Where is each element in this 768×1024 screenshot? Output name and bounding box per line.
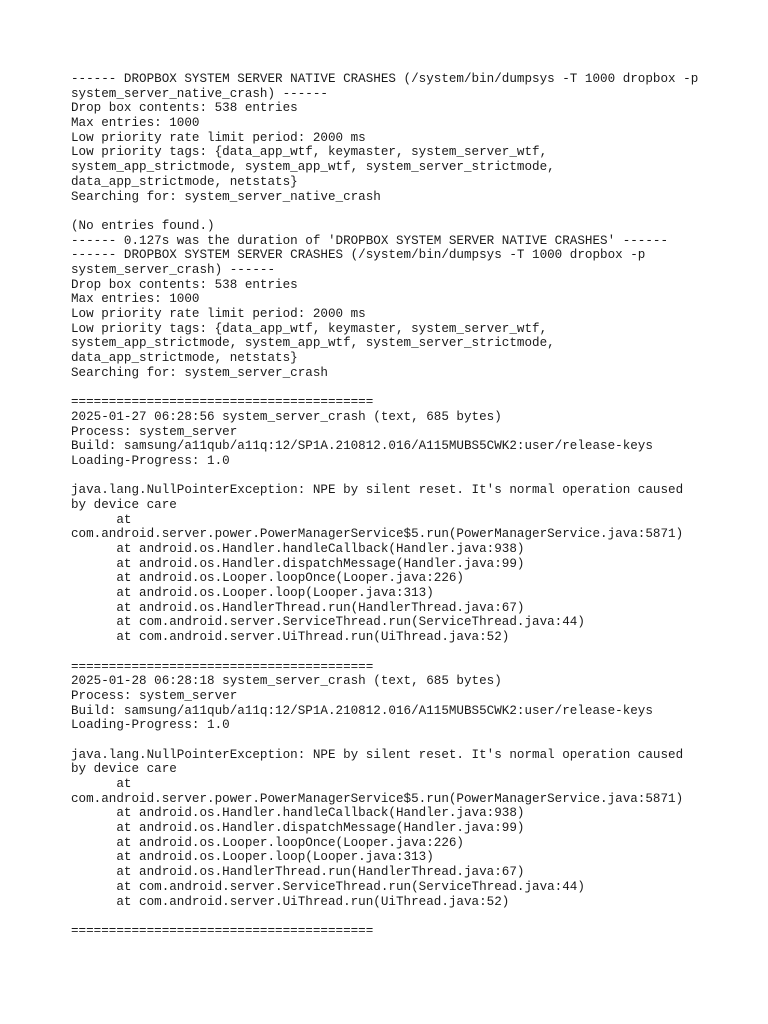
log-line: by device care xyxy=(71,497,177,512)
log-line: Low priority rate limit period: 2000 ms xyxy=(71,307,366,321)
log-line: 2025-01-28 06:28:18 system_server_crash (text, 685 bytes) xyxy=(71,674,502,689)
log-line: ------ DROPBOX SYSTEM SERVER NATIVE CRASHES (/system/bin/dumpsys -T 1000 dropbox -p xyxy=(71,72,699,86)
log-line: at android.os.HandlerThread.run(HandlerThread.java:67) xyxy=(71,600,525,615)
log-line: at android.os.HandlerThread.run(HandlerThread.java:67) xyxy=(71,865,525,880)
log-line: at android.os.Handler.handleCallback(Handler.java:938) xyxy=(71,806,525,821)
log-line: ======================================== xyxy=(71,923,374,938)
log-line: by device care xyxy=(71,762,177,777)
log-line: Low priority tags: {data_app_wtf, keymaster, system_server_wtf, xyxy=(71,145,548,160)
log-line xyxy=(71,733,711,748)
log-line: at android.os.Looper.loopOnce(Looper.java:226) xyxy=(71,835,464,850)
log-line: Low priority rate limit period: 2000 ms xyxy=(71,130,366,145)
log-document xyxy=(71,72,711,939)
log-line xyxy=(71,380,711,395)
log-line: Searching for: system_server_crash xyxy=(71,365,328,380)
log-line: (No entries found.) xyxy=(71,218,215,233)
log-line: ======================================== xyxy=(71,395,374,410)
log-line: at android.os.Looper.loopOnce(Looper.java:226) xyxy=(71,571,464,586)
log-line: java.lang.NullPointerException: NPE by silent reset. It's normal operation caused xyxy=(71,483,684,498)
log-line: Build: samsung/a11qub/a11q:12/SP1A.210812.016/A115MUBS5CWK2:user/release-keys xyxy=(71,439,653,454)
log-line: data_app_strictmode, netstats} xyxy=(71,174,298,189)
log-line: Process: system_server xyxy=(71,688,238,703)
log-line: ======================================== xyxy=(71,659,374,674)
log-line xyxy=(71,909,711,924)
log-line: at com.android.server.UiThread.run(UiThread.java:52) xyxy=(71,630,510,645)
log-line: Loading-Progress: 1.0 xyxy=(71,453,230,468)
log-line: Searching for: system_server_native_crash xyxy=(71,189,381,204)
log-line: com.android.server.power.PowerManagerService$5.run(PowerManagerService.java:5871) xyxy=(71,791,684,806)
log-line: 2025-01-27 06:28:56 system_server_crash (text, 685 bytes) xyxy=(71,409,502,424)
log-line: system_app_strictmode, system_app_wtf, system_server_strictmode, xyxy=(71,336,555,351)
log-line: Max entries: 1000 xyxy=(71,116,200,131)
log-line: at xyxy=(71,777,132,791)
log-line: java.lang.NullPointerException: NPE by silent reset. It's normal operation caused xyxy=(71,747,684,762)
log-line: Build: samsung/a11qub/a11q:12/SP1A.210812.016/A115MUBS5CWK2:user/release-keys xyxy=(71,703,653,718)
log-line: at com.android.server.UiThread.run(UiThread.java:52) xyxy=(71,894,510,909)
log-line: at android.os.Handler.dispatchMessage(Handler.java:99) xyxy=(71,821,525,836)
log-line: at android.os.Handler.handleCallback(Handler.java:938) xyxy=(71,542,525,556)
log-line: data_app_strictmode, netstats} xyxy=(71,351,298,366)
log-line: at android.os.Looper.loop(Looper.java:313) xyxy=(71,586,434,601)
log-line xyxy=(71,645,711,660)
log-line: at android.os.Handler.dispatchMessage(Handler.java:99) xyxy=(71,556,525,571)
log-line: Process: system_server xyxy=(71,424,238,439)
log-line xyxy=(71,469,711,484)
log-line: system_app_strictmode, system_app_wtf, system_server_strictmode, xyxy=(71,160,555,175)
log-line: at android.os.Looper.loop(Looper.java:313) xyxy=(71,850,434,865)
log-line: ------ DROPBOX SYSTEM SERVER CRASHES (/system/bin/dumpsys -T 1000 dropbox -p xyxy=(71,248,646,263)
log-line: Drop box contents: 538 entries xyxy=(71,101,298,116)
log-line: ------ 0.127s was the duration of 'DROPBOX SYSTEM SERVER NATIVE CRASHES' ------ xyxy=(71,233,669,248)
log-line: Max entries: 1000 xyxy=(71,292,200,307)
log-line xyxy=(71,204,711,219)
log-line: Loading-Progress: 1.0 xyxy=(71,718,230,733)
log-line: at com.android.server.ServiceThread.run(ServiceThread.java:44) xyxy=(71,879,585,894)
log-line: at xyxy=(71,512,132,527)
log-line: system_server_native_crash) ------ xyxy=(71,86,328,101)
log-line: system_server_crash) ------ xyxy=(71,262,276,277)
log-line: Drop box contents: 538 entries xyxy=(71,277,298,292)
log-line: Low priority tags: {data_app_wtf, keymaster, system_server_wtf, xyxy=(71,321,548,336)
log-line: at com.android.server.ServiceThread.run(ServiceThread.java:44) xyxy=(71,615,585,630)
log-line: com.android.server.power.PowerManagerService$5.run(PowerManagerService.java:5871) xyxy=(71,527,684,542)
